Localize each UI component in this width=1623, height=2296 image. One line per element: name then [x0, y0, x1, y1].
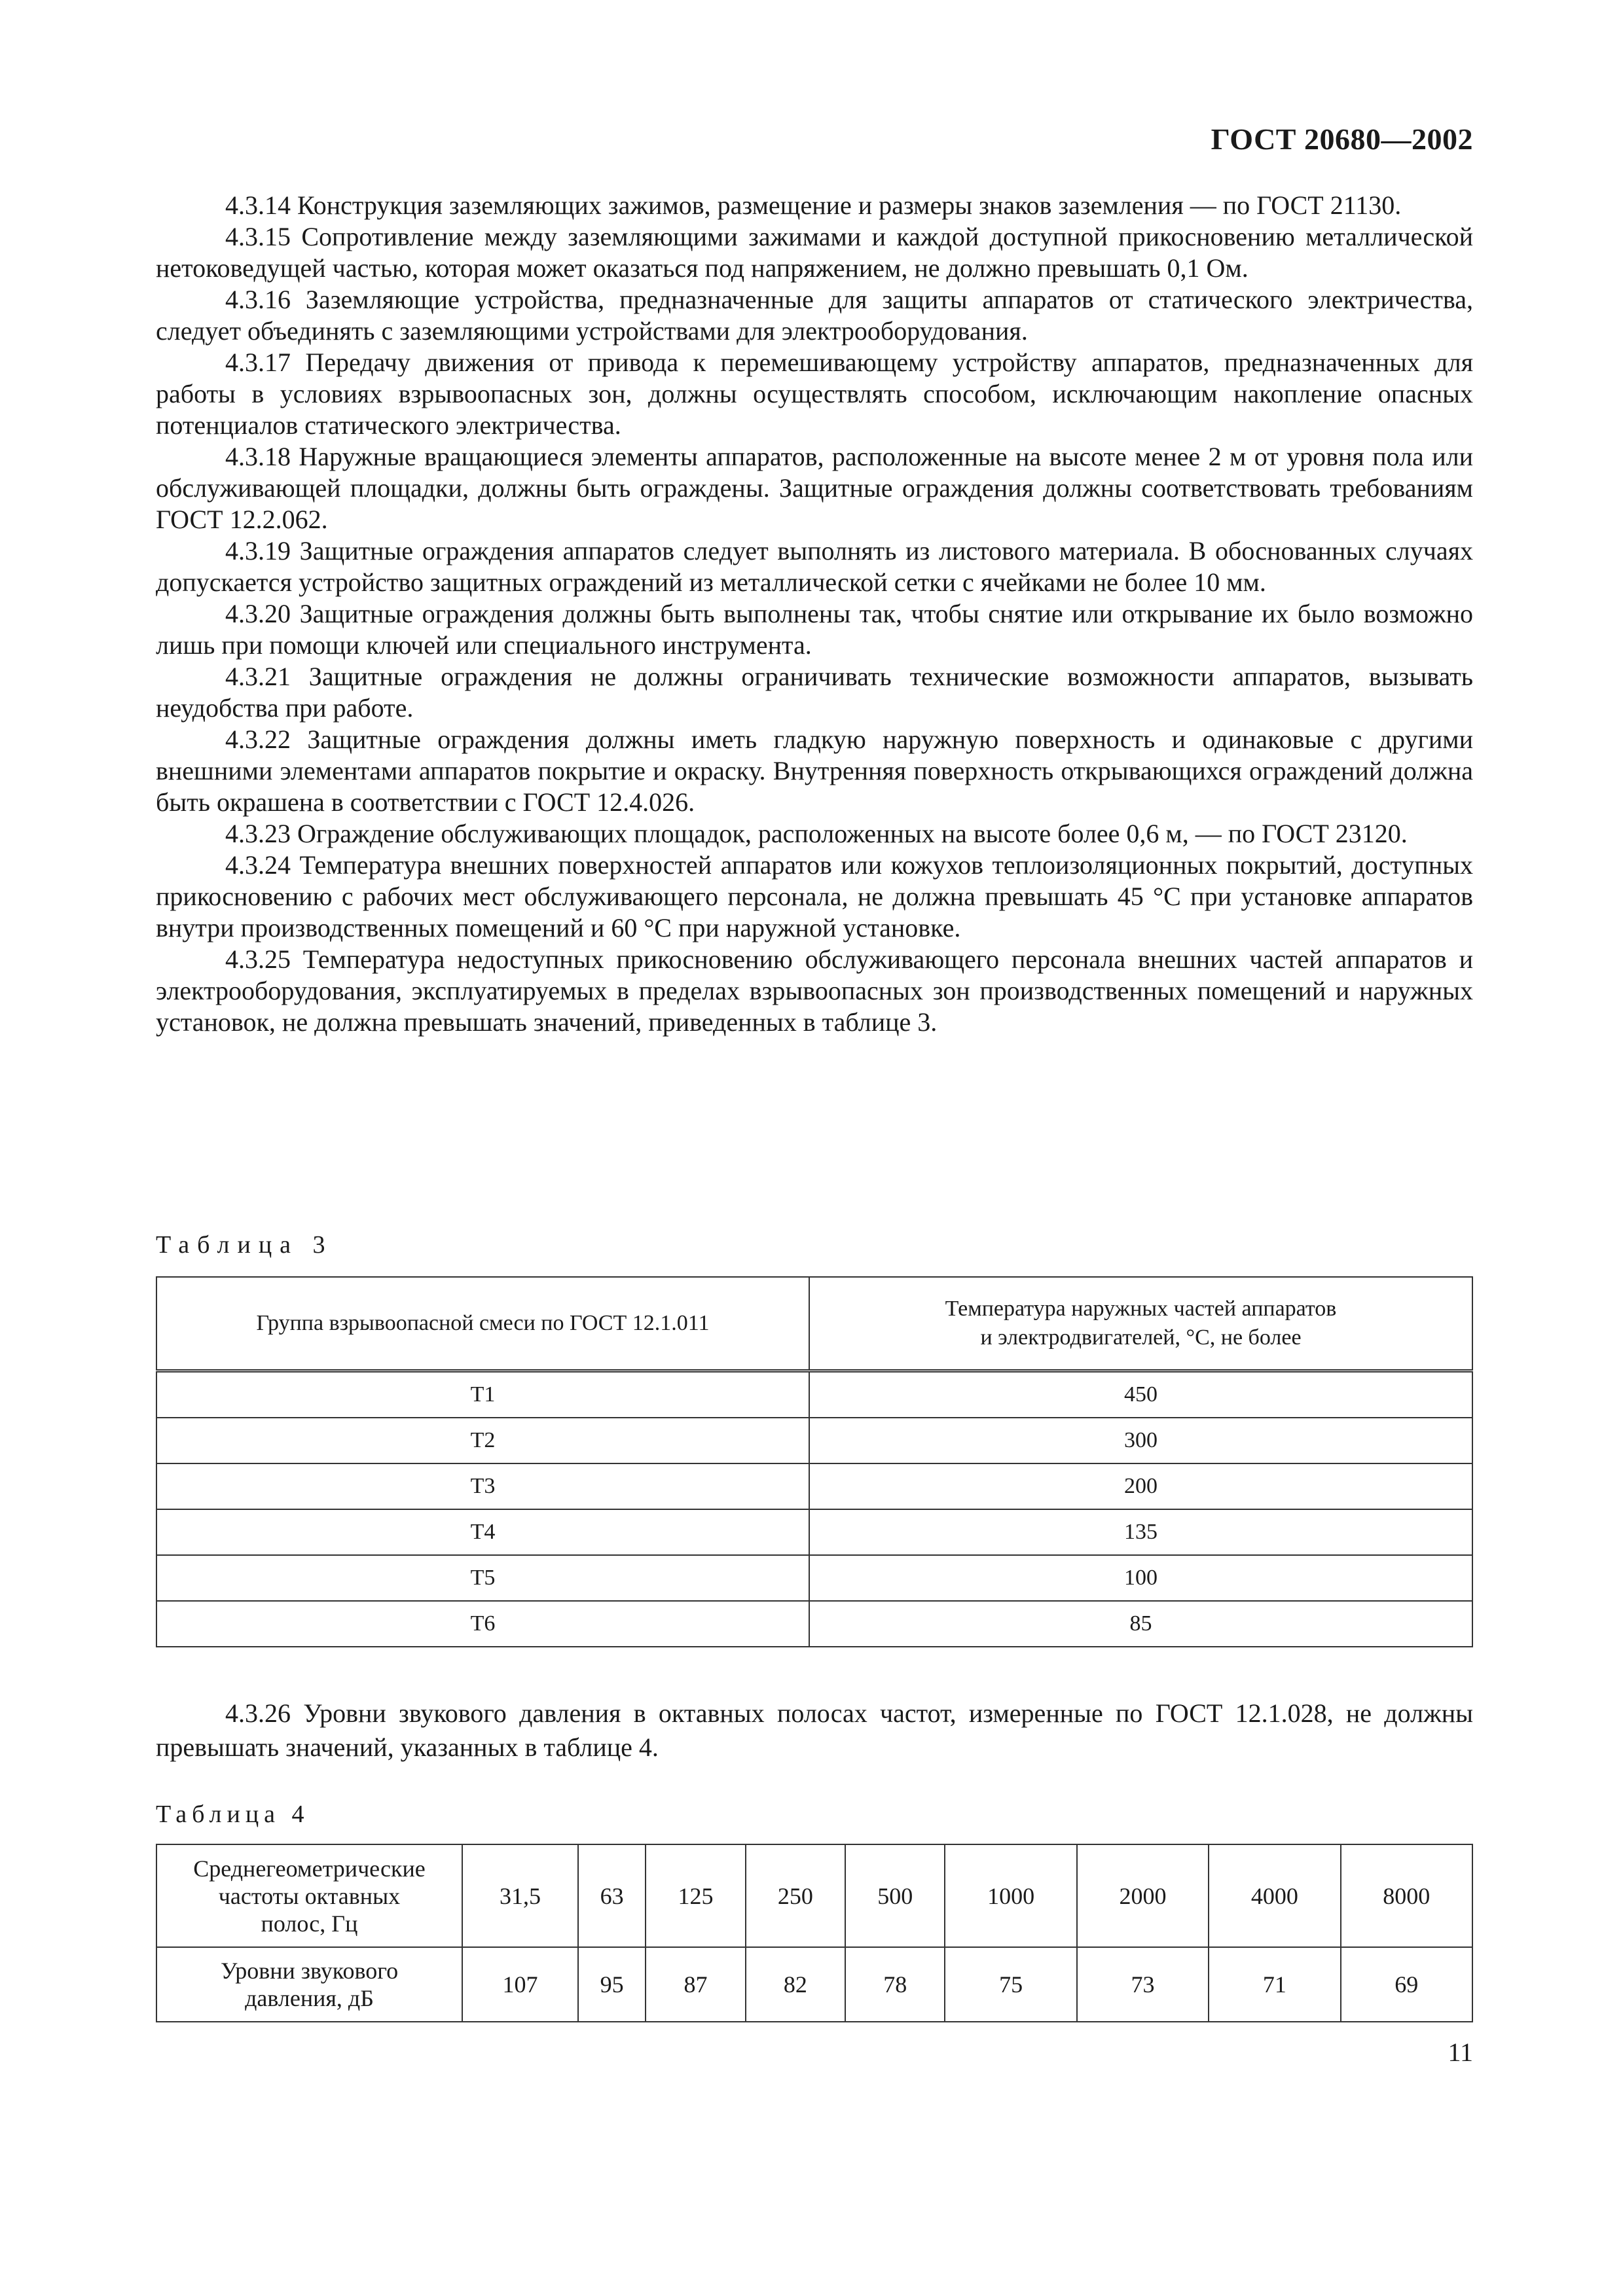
- table-4-frequency-cell: 63: [578, 1844, 646, 1947]
- table-4-pressure-cell: 69: [1341, 1947, 1472, 2022]
- paragraph-4-3-14: 4.3.14 Конструкция заземляющих зажимов, размещение и размеры знаков заземления — по ГОСТ 21130.: [225, 190, 1402, 220]
- table-row: [156, 1844, 1472, 1947]
- table-row: [156, 1947, 1472, 2022]
- table-3-temp-cell: 85: [809, 1601, 1472, 1647]
- table-4-frequency-cell: 125: [646, 1844, 745, 1947]
- table-4-frequency-cell: 500: [845, 1844, 945, 1947]
- table-3-group-cell: Т2: [156, 1418, 809, 1463]
- table-3-col2-header-line1: Температура наружных частей аппаратов: [945, 1297, 1337, 1321]
- table-3-temp-cell: 100: [809, 1555, 1472, 1601]
- table-4-pressure-cell: 78: [845, 1947, 945, 2022]
- table-row: [156, 1371, 1472, 1418]
- paragraph-4-3-24: 4.3.24 Температура внешних поверхностей аппаратов или кожухов теплоизоляционных покрытий, доступных прикосновению с рабочих мест обслуживающего персонала, не должна превышать 45 °С при установке аппаратов внутри производственных помещений и 60 °С при наружной установке.: [156, 850, 1473, 942]
- table-4-pressure-cell: 75: [945, 1947, 1076, 2022]
- table-3-temp-cell: 450: [809, 1371, 1472, 1418]
- table-row: [156, 1601, 1472, 1647]
- table-3-group-cell: Т1: [156, 1371, 809, 1418]
- table-4-pressure-cell: 87: [646, 1947, 745, 2022]
- table-4-caption: Таблица 4: [156, 1801, 310, 1828]
- table-3-col1-header: Группа взрывоопасной смеси по ГОСТ 12.1.011: [156, 1277, 809, 1371]
- table-3: [156, 1276, 1473, 1647]
- table-4-frequency-cell: 4000: [1209, 1844, 1340, 1947]
- paragraph-4-3-17: 4.3.17 Передачу движения от привода к перемешивающему устройству аппаратов, предназначенных для работы в условиях взрывоопасных зон, должны осуществлять способом, исключающим накопление опасных потенциалов статического электричества.: [156, 348, 1473, 440]
- paragraph-4-3-19: 4.3.19 Защитные ограждения аппаратов следует выполнять из листового материала. В обоснованных случаях допускается устройство защитных ограждений из металлической сетки с ячейками не более 10 мм.: [156, 536, 1473, 597]
- table-4-frequency-cell: 2000: [1077, 1844, 1209, 1947]
- table-4-pressure-label-line2: давления, дБ: [245, 1985, 374, 2011]
- table-4-pressure-label-line1: Уровни звукового: [220, 1958, 399, 1984]
- table-4-pressure-cell: 95: [578, 1947, 646, 2022]
- table-4-pressure-cell: 107: [462, 1947, 578, 2022]
- page-number: 11: [1448, 2037, 1473, 2067]
- paragraph-4-3-21: 4.3.21 Защитные ограждения не должны ограничивать технические возможности аппаратов, вызывать неудобства при работе.: [156, 662, 1473, 723]
- table-4-frequency-cell: 1000: [945, 1844, 1076, 1947]
- table-3-temp-cell: 200: [809, 1463, 1472, 1509]
- table-3-group-cell: Т5: [156, 1555, 809, 1601]
- table-4-frequency-cell: 250: [746, 1844, 845, 1947]
- table-3-col2-header: [809, 1277, 1472, 1371]
- table-row: [156, 1418, 1472, 1463]
- table-3-group-cell: Т6: [156, 1601, 809, 1647]
- table-4-frequency-label: [156, 1844, 462, 1947]
- paragraph-4-3-16: 4.3.16 Заземляющие устройства, предназначенные для защиты аппаратов от статического электричества, следует объединять с заземляющими устройствами для электрооборудования.: [156, 285, 1473, 346]
- table-4-pressure-cell: 71: [1209, 1947, 1340, 2022]
- table-4: [156, 1844, 1473, 2022]
- table-4-frequency-cell: 31,5: [462, 1844, 578, 1947]
- paragraph-4-3-22: 4.3.22 Защитные ограждения должны иметь гладкую наружную поверхность и одинаковые с другими внешними элементами аппаратов покрытие и окраску. Внутренняя поверхность открывающихся ограждений должна быть окрашена в соответствии с ГОСТ 12.4.026.: [156, 725, 1473, 817]
- table-4-frequency-cell: 8000: [1341, 1844, 1472, 1947]
- table-4-frequency-label-line1: Среднегеометрические: [193, 1855, 426, 1882]
- document-header: ГОСТ 20680—2002: [1211, 122, 1473, 156]
- table-row: [156, 1509, 1472, 1555]
- table-4-pressure-label: [156, 1947, 462, 2022]
- paragraph-4-3-23: 4.3.23 Ограждение обслуживающих площадок, расположенных на высоте более 0,6 м, — по ГОСТ 23120.: [225, 819, 1408, 848]
- table-row: [156, 1555, 1472, 1601]
- paragraph-4-3-18: 4.3.18 Наружные вращающиеся элементы аппаратов, расположенные на высоте менее 2 м от уровня пола или обслуживающей площадки, должны быть ограждены. Защитные ограждения должны соответствовать требованиям ГОСТ 12.2.062.: [156, 442, 1473, 534]
- paragraph-4-3-26-block: [156, 1696, 1473, 1765]
- table-4-pressure-cell: 73: [1077, 1947, 1209, 2022]
- table-3-col2-header-line2: и электродвигателей, °С, не более: [980, 1325, 1302, 1350]
- table-3-temp-cell: 300: [809, 1418, 1472, 1463]
- table-3-temp-cell: 135: [809, 1509, 1472, 1555]
- table-4-frequency-label-line2: частоты октавных: [218, 1882, 401, 1909]
- paragraph-4-3-20: 4.3.20 Защитные ограждения должны быть выполнены так, чтобы снятие или открывание их было возможно лишь при помощи ключей или специального инструмента.: [156, 599, 1473, 660]
- paragraph-4-3-15: 4.3.15 Сопротивление между заземляющими зажимами и каждой доступной прикосновению металлической нетоковедущей частью, которая может оказаться под напряжением, не должно превышать 0,1 Ом.: [156, 222, 1473, 283]
- table-4-pressure-cell: 82: [746, 1947, 845, 2022]
- table-row: [156, 1463, 1472, 1509]
- table-3-group-cell: Т4: [156, 1509, 809, 1555]
- body-text: [156, 190, 1473, 1038]
- table-3-caption: Таблица 3: [156, 1231, 333, 1259]
- paragraph-4-3-26: 4.3.26 Уровни звукового давления в октавных полосах частот, измеренные по ГОСТ 12.1.028, не должны превышать значений, указанных в таблице 4.: [156, 1698, 1473, 1762]
- table-3-group-cell: Т3: [156, 1463, 809, 1509]
- table-4-frequency-label-line3: полос, Гц: [261, 1910, 358, 1937]
- paragraph-4-3-25: 4.3.25 Температура недоступных прикосновению обслуживающего персонала внешних частей аппаратов и электрооборудования, эксплуатируемых в пределах взрывоопасных зон производственных помещений и наружных установок, не должна превышать значений, приведенных в таблице 3.: [156, 944, 1473, 1037]
- table-3-header-row: [156, 1277, 1472, 1371]
